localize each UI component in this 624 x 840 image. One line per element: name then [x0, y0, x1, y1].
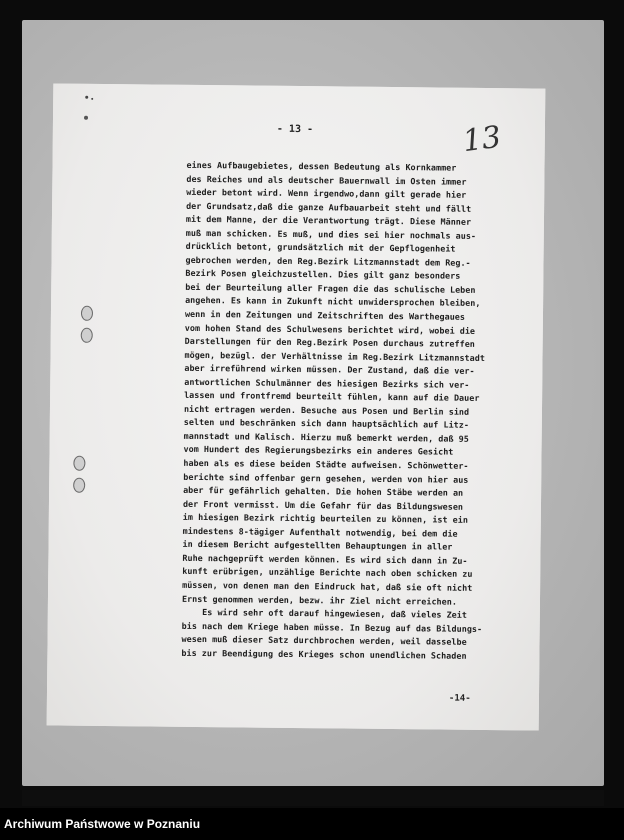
punch-hole [73, 456, 85, 471]
text-line: bis zur Beendigung des Krieges schon unendlichen Schaden [181, 647, 467, 661]
text-line: haben als es diese beiden Städte aufweisen. Schönwetter- [183, 457, 469, 471]
text-line: Ruhe nachgeprüft werden können. Es wird sich dann in Zu- [182, 552, 468, 566]
text-line: eines Aufbaugebietes, dessen Bedeutung als Kornkammer [186, 159, 457, 173]
text-line: müssen, von denen man den Eindruck hat, daß sie oft nicht [182, 579, 473, 593]
document-page [47, 83, 546, 730]
text-line: vom hohen Stand des Schulwesens berichtet wird, wobei die [184, 322, 476, 336]
text-line: mindestens 8-tägiger Aufenthalt notwendig, bei dem die [182, 525, 458, 539]
text-line: antwortlichen Schulmänner des hiesigen Bezirks sich ver- [184, 376, 470, 390]
text-line: mögen, bezügl. der Verhältnisse im Reg.Bezirk Litzmannstadt [184, 349, 486, 363]
text-line: wieder betont wird. Wenn irgendwo,dann gilt gerade hier [186, 186, 467, 200]
paper-speck [84, 116, 88, 120]
text-line: muß man schicken. Es muß, und dies sei hier nochmals aus- [185, 227, 477, 241]
text-line: mannstadt und Kalisch. Hierzu muß bemerkt werden, daß 95 [183, 430, 469, 444]
handwritten-folio-number: 13 [460, 119, 504, 160]
text-line: Ernst genommen werden, bezw. ihr Ziel nicht erreichen. [181, 593, 458, 607]
text-line: drücklich betont, grundsätzlich mit der Gepflogenheit [185, 241, 456, 254]
punch-hole [81, 328, 93, 343]
film-edge-strip [22, 790, 604, 806]
text-line: Es wird sehr oft darauf hingewiesen, daß vieles Zeit [181, 606, 468, 620]
punch-hole [81, 306, 93, 321]
page-number: - 13 - [276, 123, 314, 136]
next-page-marker: -14- [448, 693, 471, 704]
text-line: wenn in den Zeitungen und Zeitschriften des Warthegaues [184, 308, 466, 322]
text-line: aber für gefährlich gehalten. Die hohen Stäbe werden an [183, 484, 464, 498]
text-line: bei der Beurteilung aller Fragen die das schulische Leben [185, 281, 476, 295]
text-line: der Front vermisst. Um die Gefahr für das Bildungswesen [182, 498, 464, 512]
text-line: angehen. Es kann in Zukunft nicht unwidersprochen bleiben, [185, 295, 481, 309]
archive-name: Archiwum Państwowe w Poznaniu [4, 817, 201, 831]
text-line: im hiesigen Bezirk richtig beurteilen zu können, ist ein [182, 512, 469, 526]
text-line: der Grundsatz,daß die ganze Aufbauarbeit steht und fällt [186, 200, 472, 214]
text-line: gebrochen werden, den Reg.Bezirk Litzmannstadt dem Reg.- [185, 254, 471, 268]
document-body-text [181, 159, 528, 664]
text-line: berichte sind offenbar gern gesehen, werden von hier aus [183, 471, 469, 485]
text-line: mit dem Manne, der die Verantwortung trägt. Diese Männer [185, 214, 472, 228]
text-line: bis nach dem Kriege haben müsse. In Bezug auf das Bildungs- [181, 620, 483, 634]
text-line: Bezirk Posen gleichzustellen. Dies gilt ganz besonders [185, 268, 461, 282]
text-line: selten und beschränken sich dann hauptsächlich auf Litz- [183, 417, 470, 431]
text-line: in diesem Bericht aufgestellten Behauptungen in aller [182, 539, 453, 552]
text-line: wesen muß dieser Satz durchbrochen werden, weil dasselbe [181, 633, 467, 647]
text-line: des Reiches und als deutscher Bauernwall im Osten immer [186, 173, 467, 187]
punch-hole [73, 478, 85, 493]
archive-footer [0, 808, 624, 840]
paper-speck [85, 96, 88, 99]
text-line: aber irreführend wirken müssen. Der Zustand, daß die ver- [184, 363, 475, 377]
text-line: vom Hundert des Regierungsbezirks ein anderes Gesicht [183, 444, 454, 458]
text-line: Darstellungen für den Reg.Bezirk Posen durchaus zutreffen [184, 335, 475, 349]
text-line: nicht ertragen werden. Besuche aus Posen und Berlin sind [183, 403, 470, 417]
text-line: lassen und frontfremd beurteilt fühlen, kann auf die Dauer [184, 390, 480, 404]
text-line: kunft erübrigen, unzählige Berichte nach oben schicken zu [182, 566, 473, 580]
paper-speck [91, 98, 93, 100]
